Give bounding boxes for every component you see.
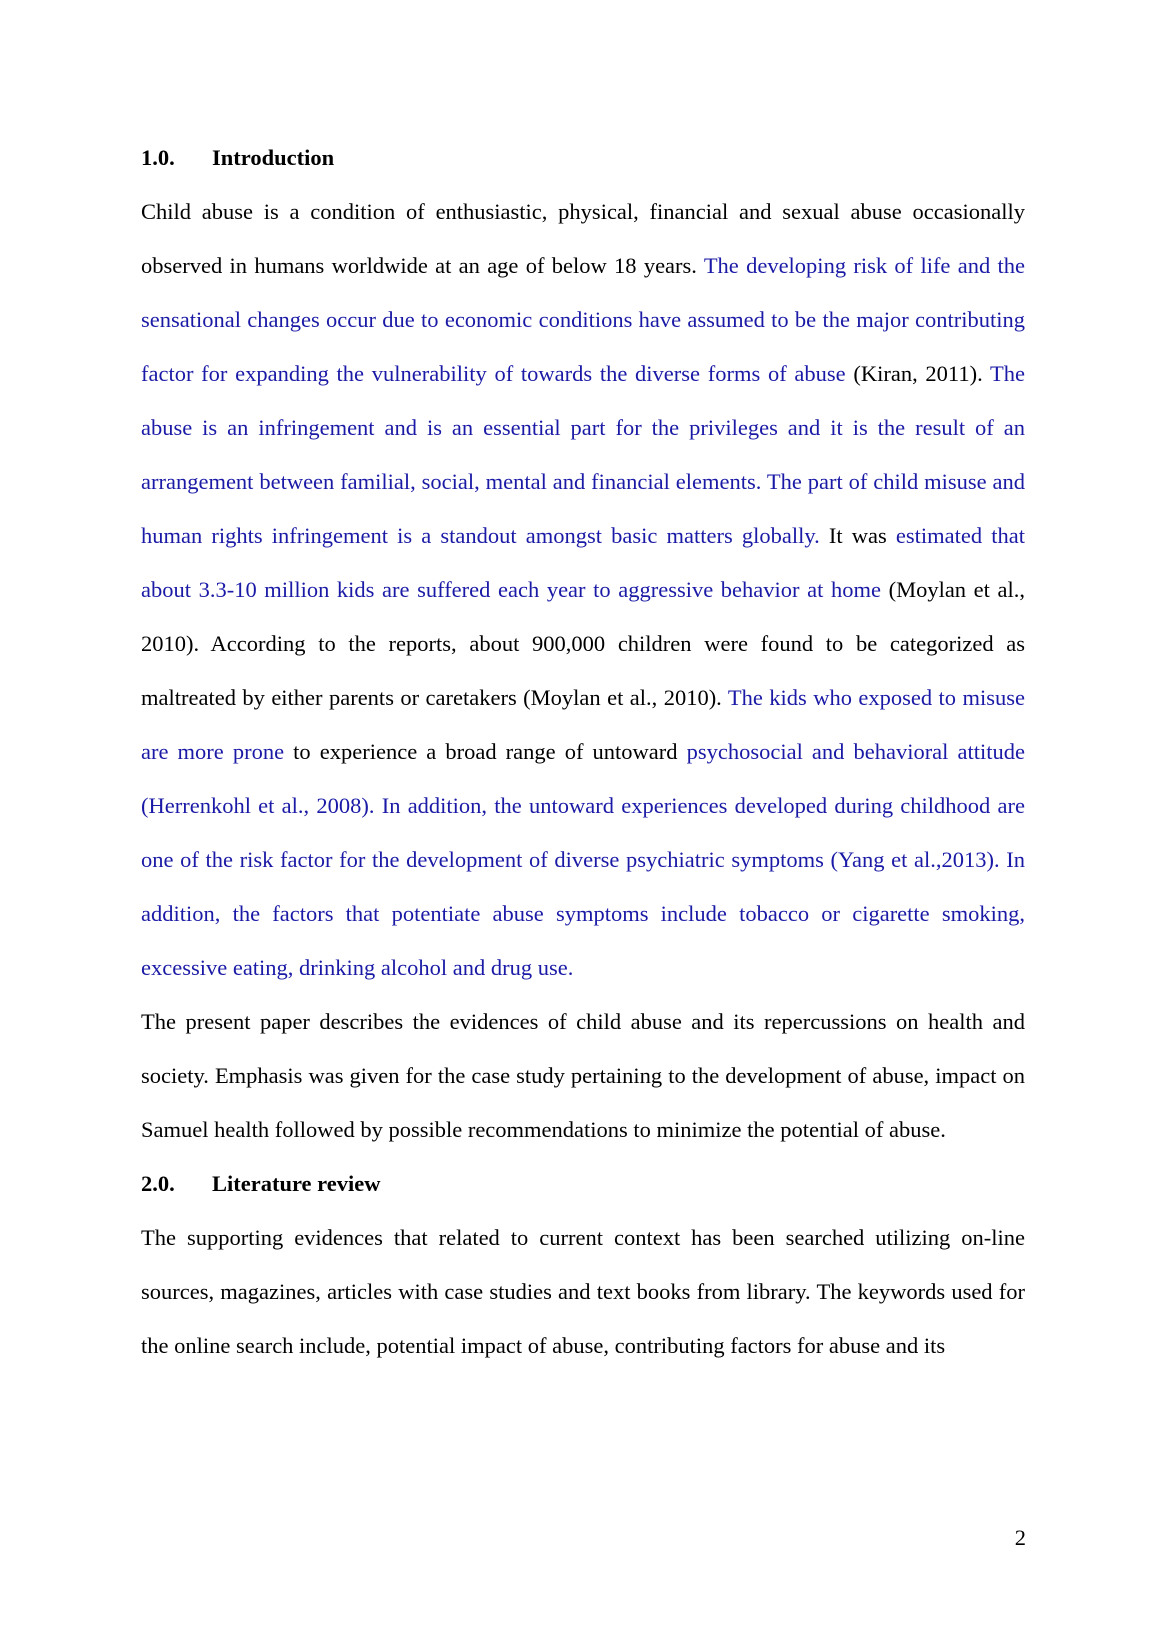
section-heading-introduction — [141, 131, 1025, 185]
highlighted-text-run: The developing risk of life and the sensational changes occur due to economic conditions have assumed to be the major contributing factor for expanding the vulnerability of towards the diverse forms of abuse — [141, 253, 1025, 386]
text-run: to experience a broad range of untoward — [284, 739, 687, 764]
page-number: 2 — [1014, 1525, 1026, 1550]
section-title: Literature review — [212, 1171, 381, 1196]
intro-paragraph-2 — [141, 995, 1025, 1157]
intro-paragraph-1 — [141, 185, 1025, 995]
document-body — [141, 131, 1025, 1373]
text-run: It was — [819, 523, 896, 548]
text-run: The supporting evidences that related to current context has been searched utilizing on-line sources, magazines, articles with case studies and text books from library. The keywords used for the online search include, potential impact of abuse, contributing factors for abuse and its — [141, 1225, 1025, 1358]
highlighted-text-run: The abuse is an infringement and is an essential part for the privileges and it is the result of an arrangement between familial, social, mental and financial elements. The part of child misuse and human rights infringement is a standout amongst basic matters globally. — [141, 361, 1025, 548]
section-heading-literature-review — [141, 1157, 1025, 1211]
section-title: Introduction — [212, 145, 335, 170]
text-run: The present paper describes the evidences of child abuse and its repercussions on health and society. Emphasis was given for the case study pertaining to the development of abuse, impact on Samuel health followed by possible recommendations to minimize the potential of abuse. — [141, 1009, 1025, 1142]
text-run: (Moylan et al., 2010). According to the reports, about 900,000 children were found to be categorized as maltreated by either parents or caretakers (Moylan et al., 2010). — [141, 577, 1025, 710]
section-number: 2.0. — [141, 1171, 175, 1196]
literature-paragraph-1 — [141, 1211, 1025, 1373]
text-run: (Kiran, 2011). — [845, 361, 991, 386]
highlighted-text-run: psychosocial and behavioral attitude (Herrenkohl et al., 2008). In addition, the untoward experiences developed during childhood are one of the risk factor for the development of diverse psychiatric symptoms (Yang et al.,2013). In addition, the factors that potentiate abuse symptoms include tobacco or cigarette smoking, excessive eating, drinking alcohol and drug use. — [141, 739, 1025, 980]
highlighted-text-run: The kids who exposed to misuse are more prone — [141, 685, 1025, 764]
highlighted-text-run: estimated that about 3.3-10 million kids are suffered each year to aggressive behavior at home — [141, 523, 1025, 602]
text-run: Child abuse is a condition of enthusiastic, physical, financial and sexual abuse occasionally observed in humans worldwide at an age of below 18 years. — [141, 199, 1025, 278]
section-number: 1.0. — [141, 145, 175, 170]
